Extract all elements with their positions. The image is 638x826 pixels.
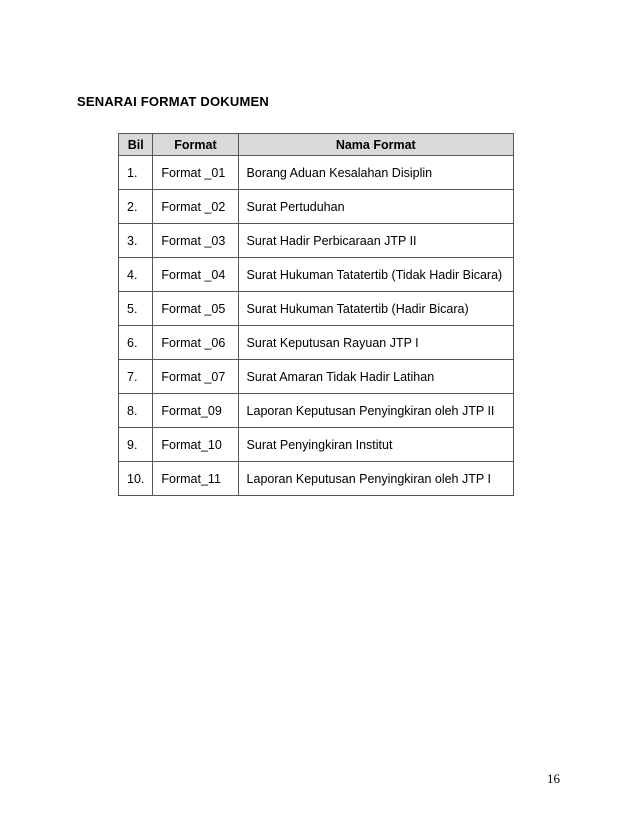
table-row [119,326,514,360]
header-nama-format: Nama Format [238,134,513,156]
cell-nama-format: Surat Penyingkiran Institut [238,428,513,462]
cell-nama-format: Surat Amaran Tidak Hadir Latihan [238,360,513,394]
page-number: 16 [547,771,560,786]
table-row [119,462,514,496]
table-row [119,258,514,292]
format-table-body [119,156,514,496]
cell-nama-format: Surat Keputusan Rayuan JTP I [238,326,513,360]
table-row [119,360,514,394]
table-row [119,156,514,190]
cell-nama-format: Laporan Keputusan Penyingkiran oleh JTP I [238,462,513,496]
format-table-header [119,134,514,156]
cell-nama-format: Laporan Keputusan Penyingkiran oleh JTP II [238,394,513,428]
cell-format: Format _04 [153,258,238,292]
table-row [119,428,514,462]
cell-format: Format _01 [153,156,238,190]
table-row [119,224,514,258]
cell-format: Format_10 [153,428,238,462]
cell-format: Format _07 [153,360,238,394]
cell-bil: 9. [119,428,153,462]
cell-bil: 5. [119,292,153,326]
document-heading: SENARAI FORMAT DOKUMEN [77,94,269,109]
cell-format: Format _03 [153,224,238,258]
cell-format: Format _05 [153,292,238,326]
cell-bil: 2. [119,190,153,224]
cell-nama-format: Surat Hadir Perbicaraan JTP II [238,224,513,258]
table-row [119,292,514,326]
cell-nama-format: Borang Aduan Kesalahan Disiplin [238,156,513,190]
table-row [119,190,514,224]
header-bil: Bil [119,134,153,156]
cell-format: Format _02 [153,190,238,224]
header-format: Format [153,134,238,156]
cell-format: Format_09 [153,394,238,428]
header-row [119,134,514,156]
cell-bil: 4. [119,258,153,292]
format-table [118,133,514,496]
cell-bil: 7. [119,360,153,394]
cell-bil: 1. [119,156,153,190]
table-row [119,394,514,428]
cell-nama-format: Surat Hukuman Tatatertib (Hadir Bicara) [238,292,513,326]
cell-bil: 8. [119,394,153,428]
cell-format: Format _06 [153,326,238,360]
cell-bil: 3. [119,224,153,258]
cell-format: Format_11 [153,462,238,496]
cell-nama-format: Surat Pertuduhan [238,190,513,224]
cell-bil: 10. [119,462,153,496]
cell-nama-format: Surat Hukuman Tatatertib (Tidak Hadir Bicara) [238,258,513,292]
cell-bil: 6. [119,326,153,360]
